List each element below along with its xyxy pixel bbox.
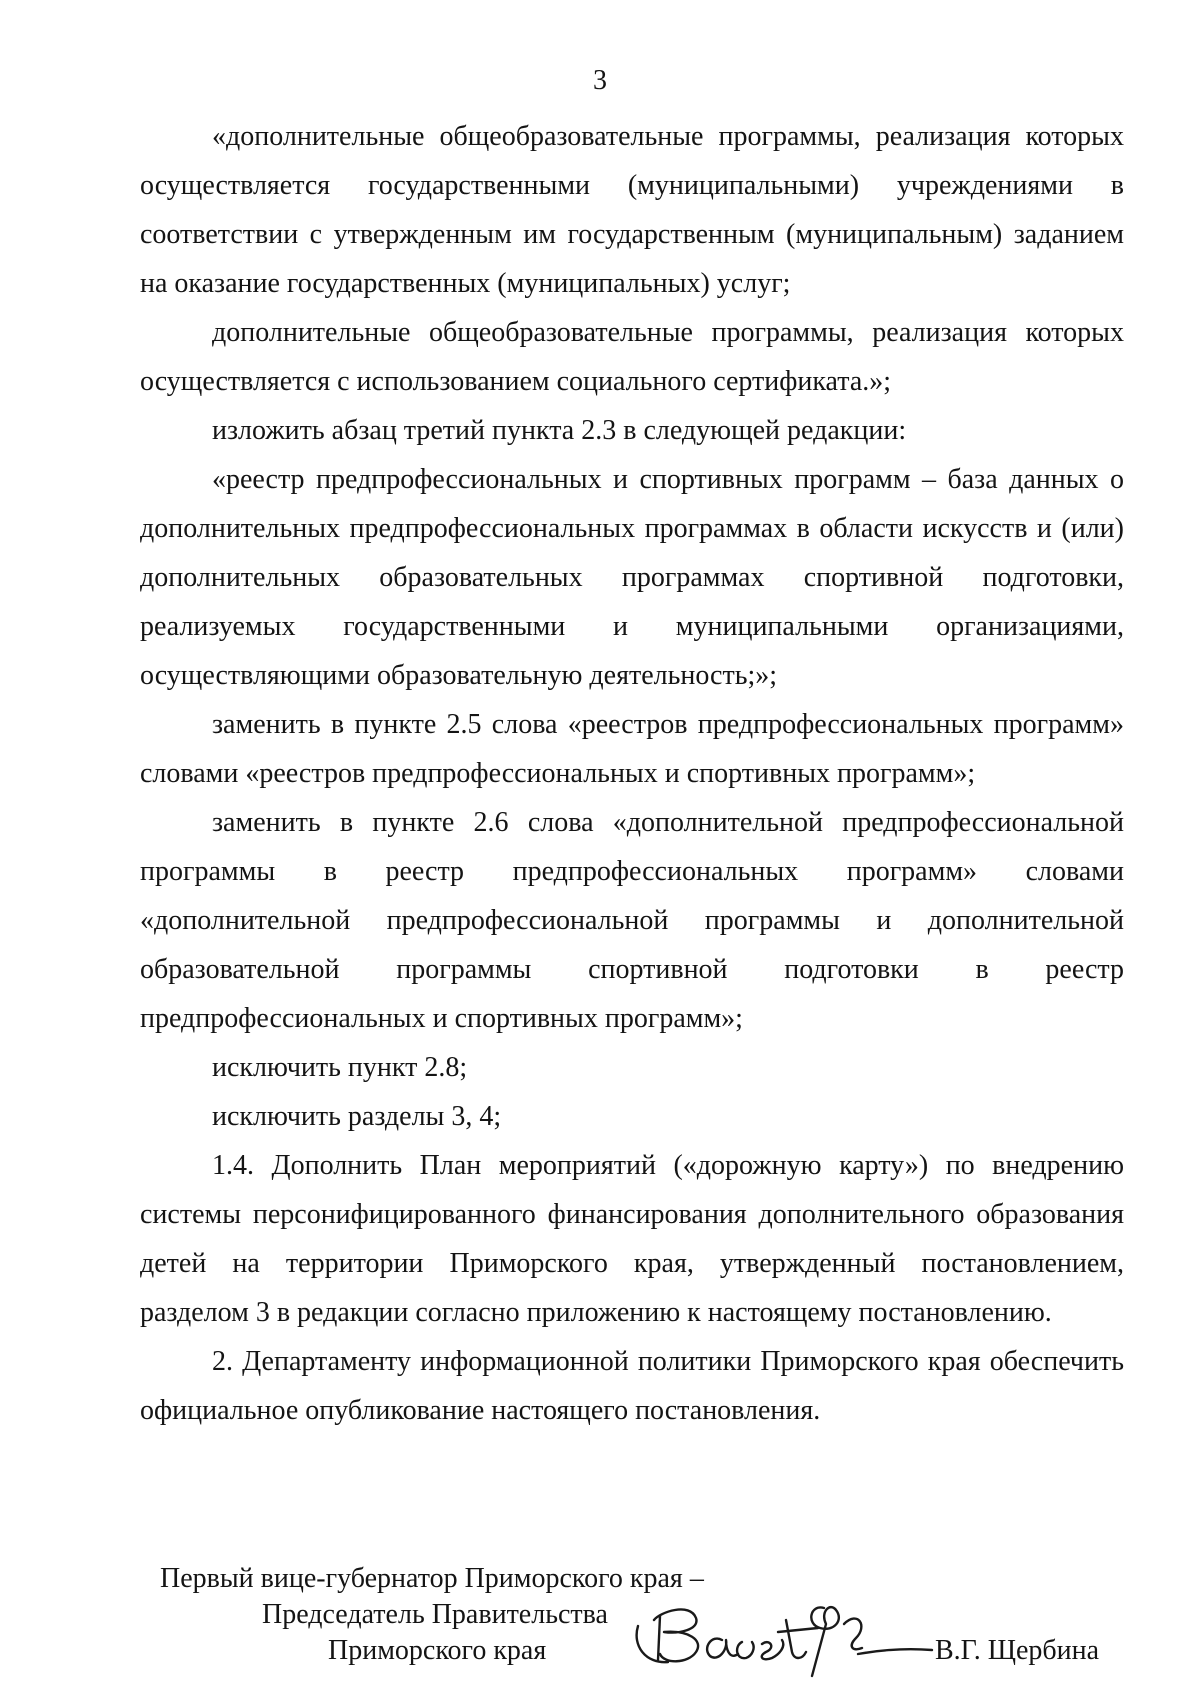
signatory-title-line-3: Приморского края	[328, 1635, 547, 1666]
paragraph-1: «дополнительные общеобразовательные программы, реализация которых осуществляется государственными (муниципальными) учреждениями в соответствии с утвержденным им государственным (муниципальным) заданием на оказание государственных (муниципальных) услуг;	[140, 121, 1124, 299]
signatory-title-line-2: Председатель Правительства	[262, 1599, 608, 1630]
paragraph-9: 1.4. Дополнить План мероприятий («дорожную карту») по внедрению системы персонифицированного финансирования дополнительного образования детей на территории Приморского края, утвержденный постановлением, разделом 3 в редакции согласно приложению к настоящему постановлению.	[140, 1150, 1124, 1328]
signatory-title-line-1: Первый вице-губернатор Приморского края –	[160, 1563, 704, 1594]
paragraph-10: 2. Департаменту информационной политики Приморского края обеспечить официальное опубликование настоящего постановления.	[140, 1346, 1124, 1426]
signatory-name: В.Г. Щербина	[935, 1635, 1100, 1666]
page-number: 3	[593, 65, 607, 96]
paragraph-5: заменить в пункте 2.5 слова «реестров предпрофессиональных программ» словами «реестров предпрофессиональных и спортивных программ»;	[140, 709, 1124, 789]
document-body	[140, 112, 1124, 1435]
paragraph-7: исключить пункт 2.8;	[212, 1052, 468, 1083]
signature-block	[0, 1562, 1200, 1682]
paragraph-8: исключить разделы 3, 4;	[212, 1101, 502, 1132]
handwritten-signature	[630, 1568, 940, 1680]
paragraph-2: дополнительные общеобразовательные программы, реализация которых осуществляется с использованием социального сертификата.»;	[140, 317, 1124, 397]
paragraph-6: заменить в пункте 2.6 слова «дополнительной предпрофессиональной программы в реестр предпрофессиональных программ» словами «дополнительной предпрофессиональной программы и дополнительной образовательной программы спортивной подготовки в реестр предпрофессиональных и спортивных программ»;	[140, 807, 1124, 1034]
paragraph-4: «реестр предпрофессиональных и спортивных программ – база данных о дополнительных предпрофессиональных программах в области искусств и (или) дополнительных образовательных программах спортивной подготовки, реализуемых государственными и муниципальными организациями, осуществляющими образовательную деятельность;»;	[140, 464, 1124, 691]
paragraph-3: изложить абзац третий пункта 2.3 в следующей редакции:	[212, 415, 907, 446]
